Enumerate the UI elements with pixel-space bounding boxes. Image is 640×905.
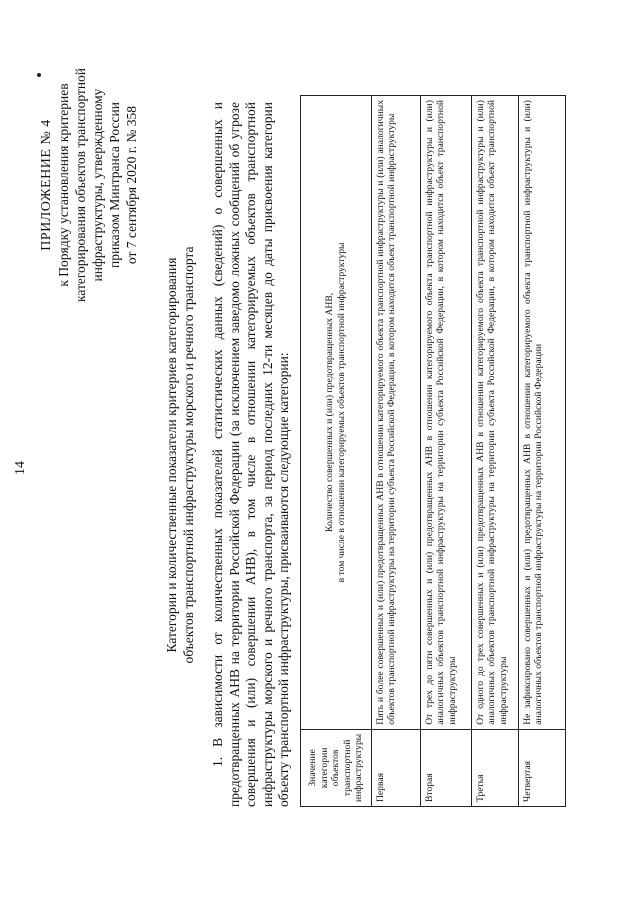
table-row <box>518 96 565 807</box>
category-cell: Четвертая <box>518 729 565 806</box>
table-row <box>471 96 518 807</box>
header-category-value: Значение категории объектов транспортной инфраструктуры <box>301 729 372 806</box>
appendix-line: к Порядку установления критериев <box>56 83 71 287</box>
header-line: Количество совершенных и (или) предотвращенных АНВ, <box>324 292 336 532</box>
category-cell: Первая <box>371 729 420 806</box>
heading-line: Категории и количественные показатели критериев категорирования <box>164 257 179 653</box>
description-cell: Не зафиксировано совершенных и (или) предотвращенных АНВ в отношении категорируемого объекта транспортной инфраструктуры и (или) аналогичных объектов транспортной инфраструктуры на территории Российской Федерации <box>518 96 565 730</box>
heading-line: объектов транспортной инфраструктуры морского и речного транспорта <box>181 246 196 664</box>
intro-paragraph: 1. В зависимости от количественных показателей статистических данных (сведений) о совершенных и предотвращенных АНВ на территории Российской Федерации (за исключением заведомо ложных сообщений об угрозе совершения и (или) совершении АНВ), в том числе в отношении категорируемых объектов транспортной инфраструктуры морского и речного транспорта, за период последних 12-ти месяцев до даты присвоения категории объекту транспортной инфраструктуры, присваиваются следующие категории: <box>210 102 291 807</box>
appendix-block <box>38 35 140 335</box>
section-heading <box>163 155 197 755</box>
appendix-title: ПРИЛОЖЕНИЕ № 4 <box>39 119 54 251</box>
description-cell: Пять и более совершенных и (или) предотвращенных АНВ в отношении категорируемого объекта транспортной инфраструктуры и (или) аналогичных объектов транспортной инфраструктуры на территории субъекта Российской Федерации, в котором находится объект транспортной инфраструктуры <box>371 96 420 730</box>
appendix-line: приказом Минтранса России <box>107 102 122 268</box>
appendix-line: от 7 сентября 2020 г. № 358 <box>124 105 139 265</box>
header-line: в том числе в отношении категорируемых объектов транспортной инфраструктуры <box>335 242 347 583</box>
appendix-line: инфраструктуры, утвержденному <box>90 88 105 282</box>
categories-table <box>300 95 566 807</box>
table-row <box>420 96 471 807</box>
category-cell: Третья <box>471 729 518 806</box>
appendix-line: категорирования объектов транспортной <box>73 67 88 303</box>
description-cell: От одного до трех совершенных и (или) предотвращенных АНВ в отношении категорируемого объекта транспортной инфраструктуры и (или) аналогичных объектов транспортной инфраструктуры на территории субъекта Российской Федерации, в котором находится объект транспортной инфраструктуры <box>471 96 518 730</box>
table-header-row <box>301 96 372 807</box>
header-incidents-count <box>301 96 372 730</box>
description-cell: От трех до пяти совершенных и (или) предотвращенных АНВ в отношении категорируемого объекта транспортной инфраструктуры и (или) аналогичных объектов транспортной инфраструктуры на территории субъекта Российской Федерации, в котором находится объект транспортной инфраструктуры <box>420 96 471 730</box>
page-number: 14 <box>13 461 28 475</box>
category-cell: Вторая <box>420 729 471 806</box>
table-row <box>371 96 420 807</box>
